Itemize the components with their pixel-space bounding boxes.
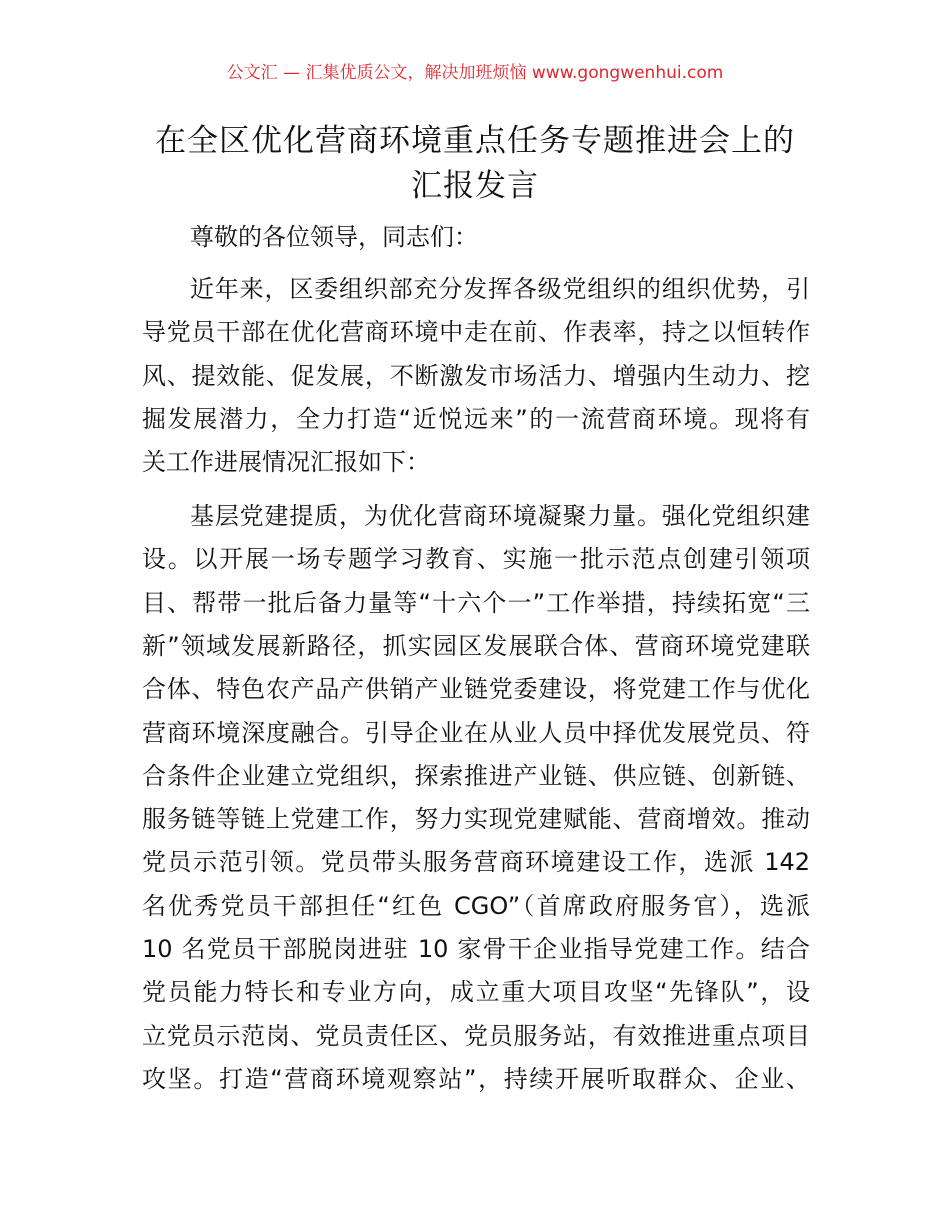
paragraph-2-line: 党员能力特长和专业方向，成立重大项目攻坚“先锋队”，设 — [142, 978, 810, 1007]
paragraph-2-line: 营商环境深度融合。引导企业在从业人员中择优发展党员、符 — [142, 718, 810, 747]
document-title-line-2: 汇报发言 — [411, 168, 539, 204]
paragraph-2-line: 攻坚。打造“营商环境观察站”，持续开展听取群众、企业、 — [142, 1064, 810, 1093]
site-banner: 公文汇 — 汇集优质公文，解决加班烦恼 www.gongwenhui.com — [226, 63, 724, 83]
paragraph-2-line: 基层党建提质，为优化营商环境凝聚力量。强化党组织建 — [190, 502, 810, 530]
paragraph-2-line: 立党员示范岗、党员责任区、党员服务站，有效推进重点项目 — [142, 1021, 810, 1050]
paragraph-2-line: 合条件企业建立党组织，探索推进产业链、供应链、创新链、 — [142, 761, 810, 790]
paragraph-2-line: 服务链等链上党建工作，努力实现党建赋能、营商增效。推动 — [142, 805, 810, 834]
greeting: 尊敬的各位领导，同志们： — [190, 223, 478, 251]
paragraph-2-line: 10 名党员干部脱岗进驻 10 家骨干企业指导党建工作。结合 — [142, 935, 810, 963]
paragraph-2-line: 合体、特色农产品产供销产业链党委建设，将党建工作与优化 — [142, 675, 810, 704]
paragraph-2-line: 名优秀党员干部担任“红色 CGO”（首席政府服务官），选派 — [142, 891, 810, 920]
paragraph-1-line: 掘发展潜力，全力打造“近悦远来”的一流营商环境。现将有 — [142, 404, 810, 433]
paragraph-1-line: 导党员干部在优化营商环境中走在前、作表率，持之以恒转作 — [142, 318, 810, 347]
paragraph-1-line: 风、提效能、促发展，不断激发市场活力、增强内生动力、挖 — [142, 361, 810, 390]
paragraph-2-line: 新”领域发展新路径，抓实园区发展联合体、营商环境党建联 — [142, 631, 810, 660]
paragraph-2-line: 设。以开展一场专题学习教育、实施一批示范点创建引领项 — [142, 545, 810, 574]
paragraph-2-line: 目、帮带一批后备力量等“十六个一”工作举措，持续拓宽“三 — [142, 588, 810, 617]
document-title-line-1: 在全区优化营商环境重点任务专题推进会上的 — [155, 123, 795, 159]
paragraph-1-line: 近年来，区委组织部充分发挥各级党组织的组织优势，引 — [190, 275, 810, 303]
paragraph-2-line: 党员示范引领。党员带头服务营商环境建设工作，选派 142 — [142, 848, 810, 877]
paragraph-1-line: 关工作进展情况汇报如下： — [142, 448, 430, 477]
